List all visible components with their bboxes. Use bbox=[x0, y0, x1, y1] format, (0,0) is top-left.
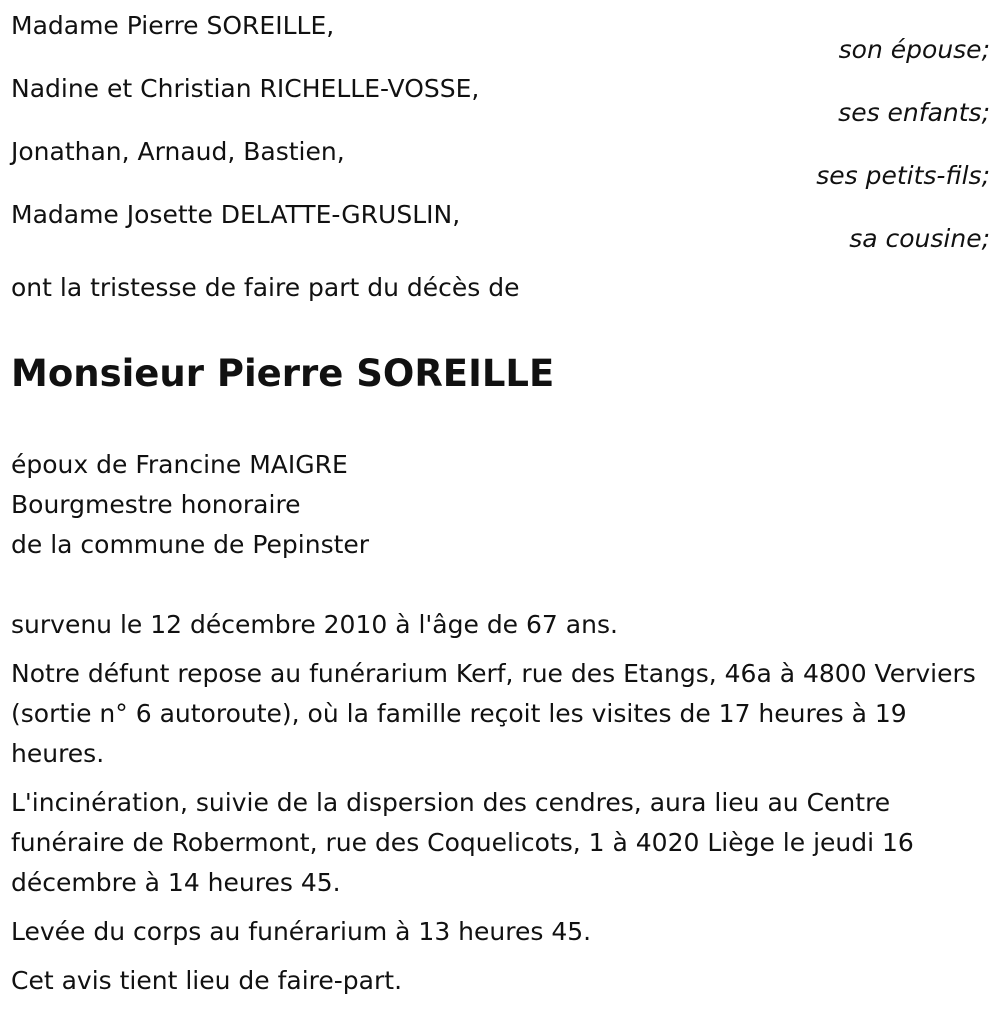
commune-line: de la commune de Pepinster bbox=[11, 530, 370, 559]
mourner-name: Madame Josette DELATTE-GRUSLIN, bbox=[11, 200, 461, 229]
mourner-name: Nadine et Christian RICHELLE-VOSSE, bbox=[11, 74, 480, 103]
mourner-entry bbox=[11, 63, 990, 126]
obituary-notice bbox=[11, 0, 990, 1001]
spouse-line: époux de Francine MAIGRE bbox=[11, 450, 348, 479]
mourner-relation: son épouse; bbox=[838, 35, 990, 64]
mourner-entry bbox=[11, 0, 990, 63]
mourner-relation: ses enfants; bbox=[838, 98, 990, 127]
departure-paragraph: Levée du corps au funérarium à 13 heures 45. bbox=[11, 917, 592, 946]
death-date-paragraph: survenu le 12 décembre 2010 à l'âge de 67 ans. bbox=[11, 610, 618, 639]
cremation-paragraph: L'incinération, suivie de la dispersion des cendres, aura lieu au Centre funéraire de Robermont, rue des Coquelicots, 1 à 4020 Liège le jeudi 16 décembre à 14 heures 45. bbox=[11, 788, 914, 897]
visitation-paragraph: Notre défunt repose au funérarium Kerf, rue des Etangs, 46a à 4800 Verviers (sortie n° 6 autoroute), où la famille reçoit les visites de 17 heures à 19 heures. bbox=[11, 659, 976, 768]
notice-paragraph: Cet avis tient lieu de faire-part. bbox=[11, 966, 403, 995]
deceased-titles bbox=[11, 445, 990, 565]
announcement-intro: ont la tristesse de faire part du décès de bbox=[11, 273, 520, 302]
mourner-name: Jonathan, Arnaud, Bastien, bbox=[11, 137, 345, 166]
mourner-relation: ses petits-fils; bbox=[816, 161, 990, 190]
title-line: Bourgmestre honoraire bbox=[11, 490, 301, 519]
deceased-name: Monsieur Pierre SOREILLE bbox=[11, 352, 555, 395]
mourner-name: Madame Pierre SOREILLE, bbox=[11, 11, 335, 40]
mourner-entry bbox=[11, 126, 990, 189]
mourner-relation: sa cousine; bbox=[849, 224, 990, 253]
mourner-entry bbox=[11, 189, 990, 252]
